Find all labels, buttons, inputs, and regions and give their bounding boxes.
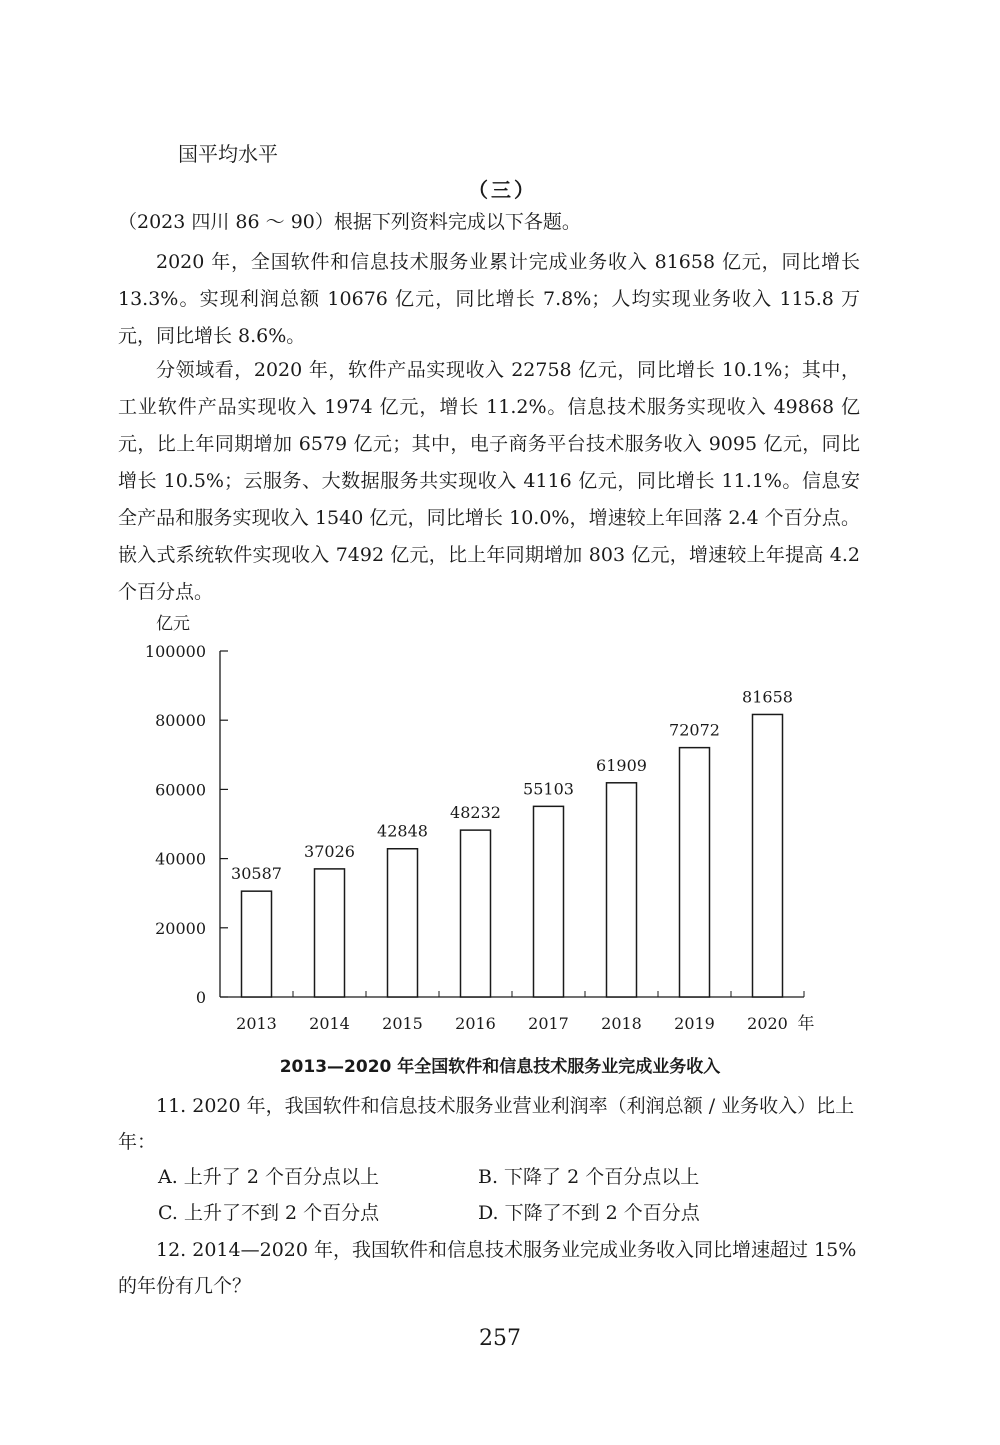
revenue-bar-chart: [120, 605, 860, 1045]
x-tick-label-2017: 2017: [528, 1014, 569, 1033]
y-axis-unit-label: 亿元: [156, 614, 190, 634]
bar-2019: [680, 748, 710, 997]
question-12-stem: 12. 2014—2020 年，我国软件和信息技术服务业完成业务收入同比增速超过 15% 的年份有几个？: [118, 1239, 857, 1297]
intro-instruction: （2023 四川 86 ～ 90）根据下列资料完成以下各题。: [118, 211, 581, 233]
data-label-2016: 48232: [450, 803, 501, 823]
y-tick-label: 0: [195, 988, 206, 1007]
data-label-2014: 37026: [304, 841, 355, 861]
chart-title: 2013—2020 年全国软件和信息技术服务业完成业务收入: [279, 1057, 721, 1077]
bar-2020: [753, 714, 783, 997]
bar-2016: [461, 830, 491, 997]
y-tick-label: 100000: [144, 642, 206, 661]
x-tick-label-2013: 2013: [236, 1014, 277, 1033]
material-paragraph-1: 2020 年，全国软件和信息技术服务业累计完成业务收入 81658 亿元，同比增长 13.3%。实现利润总额 10676 亿元，同比增长 7.8%；人均实现业务收入 115.8 万元，同比增长 8.6%。: [118, 251, 860, 347]
bar-2018: [607, 783, 637, 997]
question-11-option-d[interactable]: D. 下降了不到 2 个百分点: [478, 1202, 700, 1224]
data-label-2019: 72072: [669, 720, 720, 740]
x-tick-label-2016: 2016: [455, 1014, 496, 1033]
x-tick-label-2020: 2020: [747, 1014, 788, 1033]
x-tick-label-2015: 2015: [382, 1014, 423, 1033]
x-tick-label-2019: 2019: [674, 1014, 715, 1033]
x-tick-label-2018: 2018: [601, 1014, 642, 1033]
data-label-2020: 81658: [742, 687, 793, 707]
question-11-option-c[interactable]: C. 上升了不到 2 个百分点: [158, 1202, 380, 1224]
y-tick-label: 80000: [155, 711, 206, 731]
data-label-2013: 30587: [231, 864, 282, 884]
question-11-option-a[interactable]: A. 上升了 2 个百分点以上: [158, 1166, 379, 1188]
previous-text-fragment: 国平均水平: [178, 142, 278, 166]
bar-2014: [315, 869, 345, 997]
data-label-2015: 42848: [377, 821, 428, 841]
data-label-2017: 55103: [523, 779, 574, 799]
y-tick-label: 40000: [155, 849, 206, 869]
chart-canvas: [120, 605, 860, 1045]
question-11-stem: 11. 2020 年，我国软件和信息技术服务业营业利润率（利润总额 / 业务收入）比上年：: [118, 1095, 855, 1153]
bar-2015: [388, 849, 418, 997]
material-paragraph-2: 分领域看，2020 年，软件产品实现收入 22758 亿元，同比增长 10.1%；其中，工业软件产品实现收入 1974 亿元，增长 11.2%。信息技术服务实现收入 49868 亿元，比上年同期增加 6579 亿元；其中，电子商务平台技术服务收入 9095 亿元，同比增长 10.5%；云服务、大数据服务共实现收入 4116 亿元，同比增长 11.1%。信息安全产品和服务实现收入 1540 亿元，同比增长 10.0%，增速较上年回落 2.4 个百分点。嵌入式系统软件实现收入 7492 亿元，比上年同期增加 803 亿元，增速较上年提高 4.2 个百分点。: [118, 359, 860, 603]
bar-2017: [534, 806, 564, 997]
y-tick-label: 60000: [155, 780, 206, 800]
question-11-option-b[interactable]: B. 下降了 2 个百分点以上: [478, 1166, 700, 1188]
x-tick-label-2014: 2014: [309, 1014, 350, 1033]
page-number: 257: [479, 1326, 521, 1351]
x-axis-unit-label: 年: [797, 1014, 815, 1034]
bar-2013: [242, 891, 272, 997]
section-heading: （三）: [468, 178, 537, 202]
y-tick-label: 20000: [155, 918, 206, 938]
data-label-2018: 61909: [596, 755, 647, 775]
